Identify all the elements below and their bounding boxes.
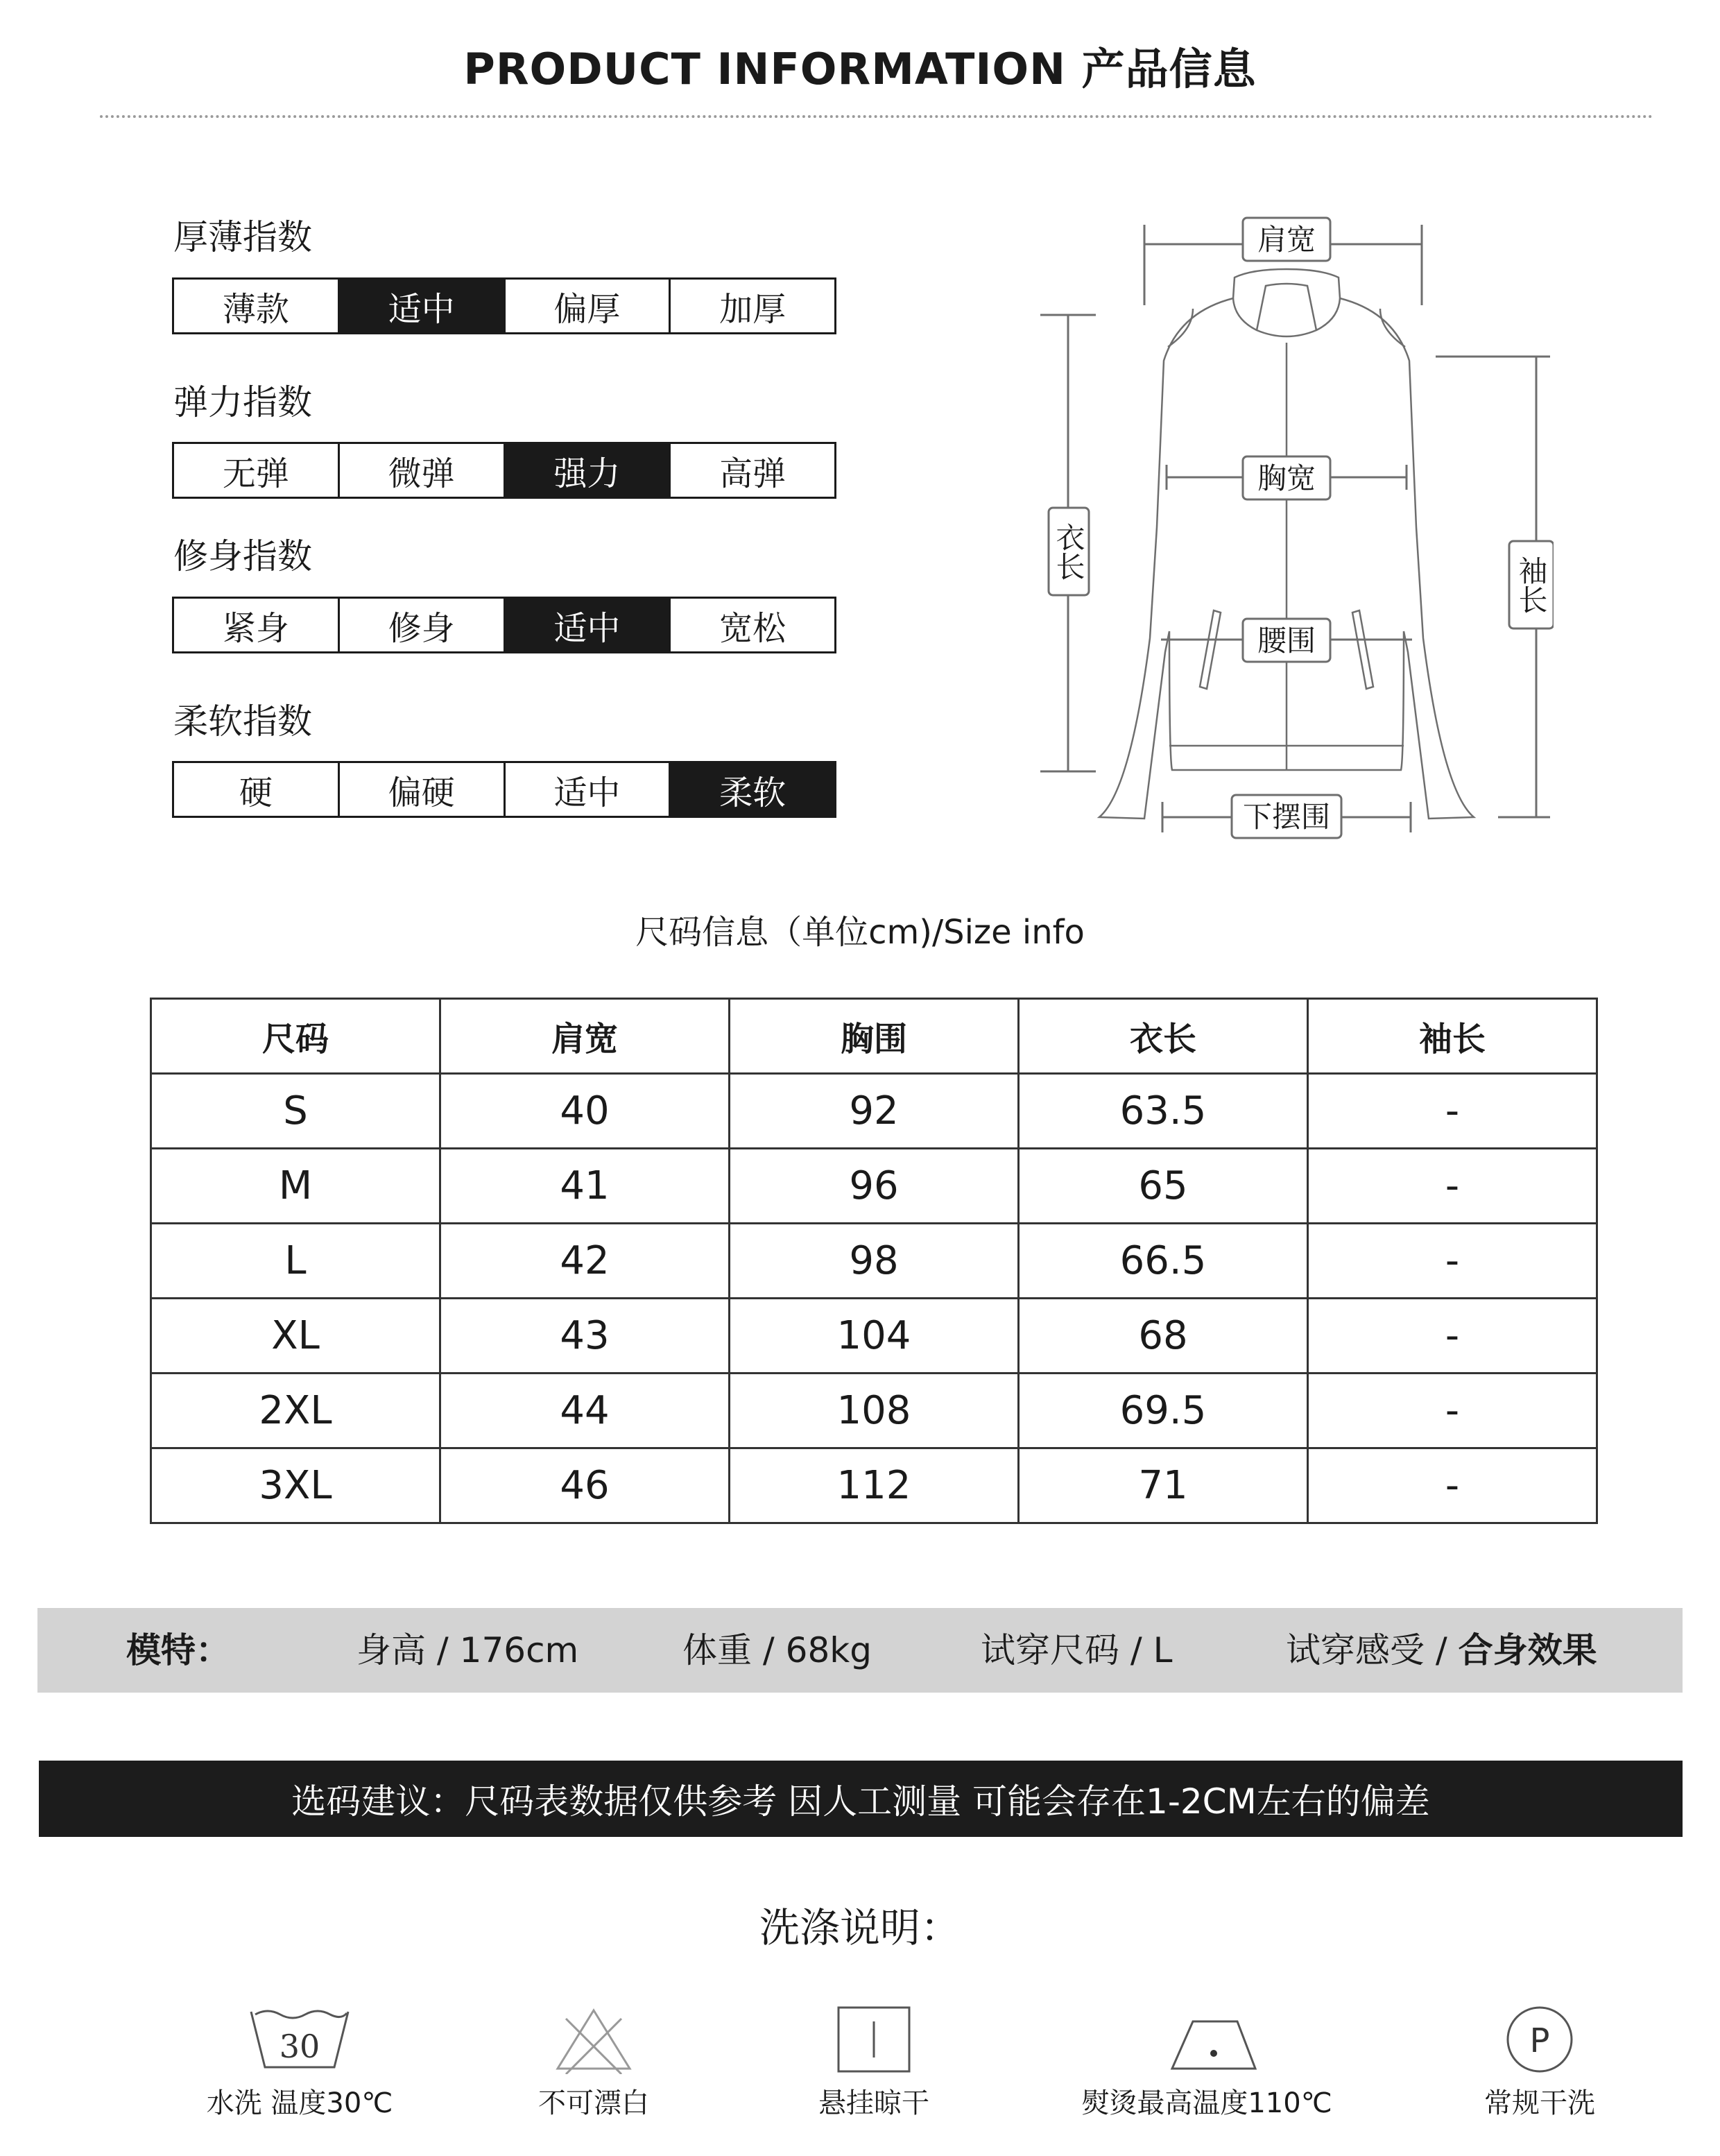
model-info-bar: [37, 1608, 1683, 1693]
fit-index-label: 修身指数: [173, 536, 312, 576]
column-header: 衣长: [1019, 999, 1308, 1074]
thickness-index-label: 厚薄指数: [173, 217, 312, 257]
fit-option: 宽松: [671, 599, 834, 651]
elasticity-index-scale: [172, 442, 836, 499]
softness-option: 硬: [174, 763, 340, 816]
care-label: 常规干洗: [1484, 2087, 1595, 2119]
table-cell: S: [151, 1074, 440, 1149]
table-cell: -: [1308, 1224, 1597, 1299]
table-header-row: [151, 999, 1597, 1074]
shoulder-width-label: 肩宽: [1257, 223, 1316, 257]
table-cell: 44: [440, 1374, 730, 1448]
column-header: 尺码: [151, 999, 440, 1074]
table-cell: 43: [440, 1299, 730, 1374]
thickness-index-scale: [172, 277, 836, 334]
dry-clean-p-icon: [1502, 2005, 1578, 2074]
hem-label: 下摆围: [1242, 800, 1331, 834]
table-cell: 2XL: [151, 1374, 440, 1448]
table-cell: 40: [440, 1074, 730, 1149]
model-weight: 体重 / 68kg: [682, 1630, 872, 1670]
fit-option: 适中: [506, 599, 671, 651]
wash-30-icon: [244, 2005, 355, 2074]
table-cell: 3XL: [151, 1448, 440, 1523]
table-cell: 68: [1019, 1299, 1308, 1374]
softness-index-label: 柔软指数: [173, 701, 312, 742]
table-cell: 104: [730, 1299, 1019, 1374]
table-cell: 108: [730, 1374, 1019, 1448]
page-title: PRODUCT INFORMATION 产品信息: [463, 44, 1257, 94]
jacket-measurement-diagram: [985, 208, 1554, 846]
care-label: 悬挂晾干: [818, 2087, 929, 2119]
care-item-hang-dry: [735, 2005, 1013, 2121]
elasticity-option: 高弹: [671, 444, 834, 497]
table-row: [151, 1149, 1597, 1224]
model-feel-value: 合身效果: [1458, 1630, 1597, 1670]
fit-option: 紧身: [174, 599, 340, 651]
table-row: [151, 1374, 1597, 1448]
model-size: 试穿尺码 / L: [981, 1630, 1173, 1670]
fit-index-scale: [172, 597, 836, 653]
table-cell: -: [1308, 1149, 1597, 1224]
softness-option: 偏硬: [340, 763, 506, 816]
table-cell: 69.5: [1019, 1374, 1308, 1448]
dry-clean-letter: P: [1529, 2021, 1550, 2060]
washing-title: 洗涤说明：: [759, 1904, 961, 1951]
thickness-option: 加厚: [671, 280, 834, 332]
table-cell: -: [1308, 1448, 1597, 1523]
sleeve-length-label: 袖长: [1514, 556, 1549, 614]
table-cell: -: [1308, 1374, 1597, 1448]
column-header: 胸围: [730, 999, 1019, 1074]
care-label: 水洗 温度30℃: [206, 2087, 393, 2119]
model-label: 模特：: [126, 1630, 230, 1670]
size-advice-banner: 选码建议：尺码表数据仅供参考 因人工测量 可能会存在1-2CM左右的偏差: [39, 1761, 1683, 1837]
table-row: [151, 1299, 1597, 1374]
fit-option: 修身: [340, 599, 506, 651]
table-cell: -: [1308, 1074, 1597, 1149]
care-item-iron: [1068, 2005, 1345, 2121]
model-feel-label: 试穿感受 /: [1286, 1630, 1459, 1670]
table-cell: 42: [440, 1224, 730, 1299]
elasticity-option: 无弹: [174, 444, 340, 497]
care-label: 熨烫最高温度110℃: [1081, 2087, 1332, 2119]
model-height: 身高 / 176cm: [356, 1630, 579, 1670]
column-header: 袖长: [1308, 999, 1597, 1074]
care-item-wash: [161, 2005, 438, 2121]
chest-width-label: 胸宽: [1257, 461, 1316, 495]
wash-temp-text: 30: [279, 2028, 320, 2065]
softness-option: 适中: [506, 763, 671, 816]
waist-label: 腰围: [1257, 624, 1316, 658]
table-cell: 41: [440, 1149, 730, 1224]
table-cell: 71: [1019, 1448, 1308, 1523]
title-divider: [100, 115, 1653, 118]
table-cell: 46: [440, 1448, 730, 1523]
table-cell: 92: [730, 1074, 1019, 1149]
iron-icon: [1151, 2005, 1262, 2074]
table-cell: 66.5: [1019, 1224, 1308, 1299]
column-header: 肩宽: [440, 999, 730, 1074]
elasticity-index-label: 弹力指数: [173, 382, 312, 422]
thickness-option: 薄款: [174, 280, 340, 332]
table-row: [151, 1074, 1597, 1149]
table-row: [151, 1448, 1597, 1523]
table-cell: 65: [1019, 1149, 1308, 1224]
softness-index-scale: [172, 761, 836, 818]
size-info-title: 尺码信息（单位cm)/Size info: [635, 913, 1085, 952]
table-cell: 63.5: [1019, 1074, 1308, 1149]
table-cell: L: [151, 1224, 440, 1299]
care-item-dry-clean: [1401, 2005, 1678, 2121]
table-cell: 112: [730, 1448, 1019, 1523]
table-cell: 98: [730, 1224, 1019, 1299]
body-length-label: 衣长: [1051, 522, 1086, 581]
size-table: [150, 998, 1598, 1524]
table-row: [151, 1224, 1597, 1299]
table-cell: -: [1308, 1299, 1597, 1374]
thickness-option: 偏厚: [506, 280, 671, 332]
no-bleach-icon: [552, 2005, 635, 2074]
hang-dry-icon: [836, 2005, 912, 2074]
softness-option: 柔软: [671, 763, 834, 816]
care-label: 不可漂白: [538, 2087, 649, 2119]
table-cell: 96: [730, 1149, 1019, 1224]
elasticity-option: 强力: [506, 444, 671, 497]
table-cell: M: [151, 1149, 440, 1224]
care-item-no-bleach: [455, 2005, 732, 2121]
table-cell: XL: [151, 1299, 440, 1374]
elasticity-option: 微弹: [340, 444, 506, 497]
thickness-option: 适中: [340, 280, 506, 332]
